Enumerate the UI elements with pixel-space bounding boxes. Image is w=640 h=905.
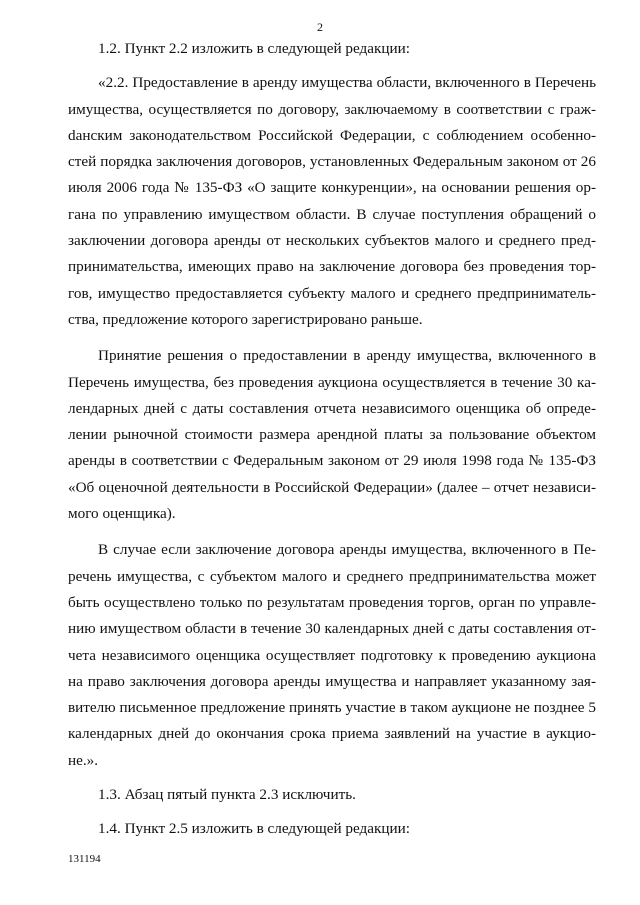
paragraph-2-2: «2.2. Предоставление в аренду имущества области, включенного в Перечень имущества, осуществляется по договору, заключаемому в соответствии с гражdанским законодательством Российской Федерации, с соблюдением особенностей порядка заключения договоров, установленных Федеральным законом от 26 июля 2006 года № 135-ФЗ «О защите конкуренции», на основании решения органа по управлению имуществом области. В случае поступления обращений о заключении договора аренды от нескольких субъектов малого и среднего предпринимательства, имеющих право на заключение договора без проведения торгов, имущество предоставляется субъекту малого и среднего предпринимательства, предложение которого зарегистрировано раньше.	[68, 74, 596, 328]
paragraph-auction: В случае если заключение договора аренды имущества, включенного в Перечень имущества, с субъектом малого и среднего предпринимательства может быть осуществлено только по результатам проведения торгов, орган по управлению имуществом области в течение 30 календарных дней с даты составления отчета независимого оценщика осуществляет подготовку к проведению аукциона на право заключения договора аренды имущества и направляет указанному заявителю письменное предложение принять участие в таком аукционе не позднее 5 календарных дней до окончания срока приема заявлений на участие в аукционе.».	[68, 541, 596, 769]
document-body	[68, 36, 596, 843]
paragraph-1-2: 1.2. Пункт 2.2 изложить в следующей редакции:	[98, 40, 411, 57]
paragraph-decision: Принятие решения о предоставлении в аренду имущества, включенного в Перечень имущества, без проведения аукциона осуществляется в течение 30 календарных дней с даты составления отчета независимого оценщика об определении рыночной стоимости размера арендной платы за пользование объектом аренды в соответствии с Федеральным законом от 29 июля 1998 года № 135-ФЗ «Об оценочной деятельности в Российской Федерации» (далее – отчет независимого оценщика).	[68, 347, 596, 523]
paragraph-1-3: 1.3. Абзац пятый пункта 2.3 исключить.	[98, 786, 356, 804]
page-number: 2	[317, 20, 323, 34]
document-code: 131194	[68, 853, 101, 865]
paragraph-1-4: 1.4. Пункт 2.5 изложить в следующей редакции:	[98, 820, 411, 838]
